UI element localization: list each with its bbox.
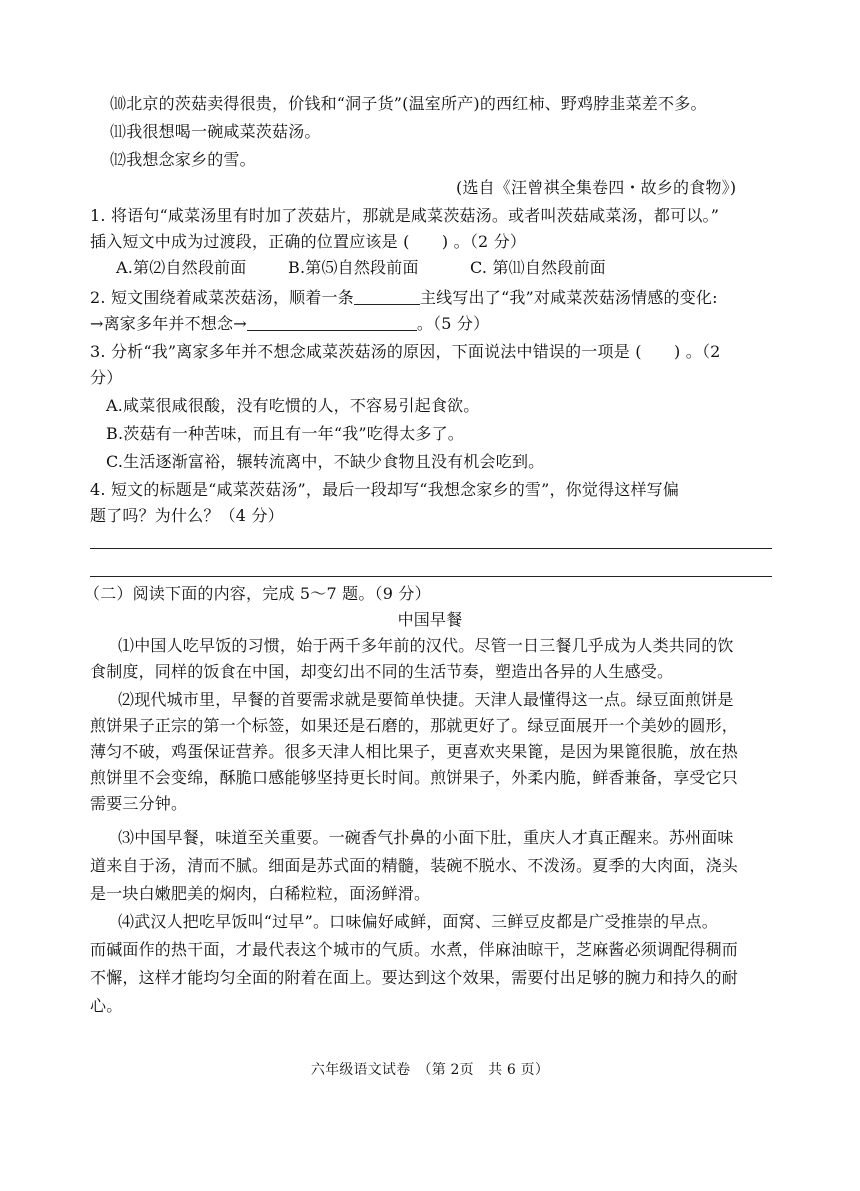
article-p4-line-2: 而碱面作的热干面，才最代表这个城市的气质。水煮，伴麻油晾干，芝麻酱必须调配得稠而: [90, 940, 739, 959]
question-4-text: 4. 短文的标题是“咸菜茨菇汤”，最后一段却写“我想念家乡的雪”，你觉得这样写偏: [90, 480, 680, 499]
article-p2-line-1: ⑵现代城市里，早餐的首要需求就是要简单快捷。天津人最懂得这一点。绿豆面煎饼是: [118, 690, 734, 709]
question-3-option-a: A.咸菜很咸很酸，没有吃惯的人，不容易引起食欲。: [106, 396, 480, 415]
question-3-text: 3. 分析“我”离家多年并不想念咸菜茨菇汤的原因，下面说法中错误的一项是 ( ) 。（2: [90, 342, 721, 361]
article-p2-line-3: 薄匀不破，鸡蛋保证营养。很多天津人相比果子，更喜欢夹果篦，是因为果篦很脆，放在热: [90, 742, 739, 761]
article-p1-line-2: 食制度，同样的饭食在中国，却变幻出不同的生活节奏，塑造出各异的人生感受。: [90, 662, 674, 681]
question-2-text-b: 主线写出了“我”对咸菜茨菇汤情感的变化:: [419, 288, 718, 307]
question-1-option-a: A.第⑵自然段前面: [116, 258, 247, 277]
article-p3-line-2: 道来自于汤，清而不腻。细面是苏式面的精髓，装碗不脱水、不泼汤。夏季的大肉面，浇头: [90, 856, 739, 875]
article-p2-line-4: 煎饼里不会变绵，酥脆口感能够坚持更长时间。煎饼果子，外柔内脆，鲜香兼备，享受它只: [90, 768, 739, 787]
article-p1-line-1: ⑴中国人吃早饭的习惯，始于两千多年前的汉代。尽管一日三餐几乎成为人类共同的饮: [118, 636, 734, 655]
question-1-text: 1. 将语句“咸菜汤里有时加了茨菇片，那就是咸菜茨菇汤。或者叫茨菇咸菜汤，都可以。”: [90, 206, 720, 225]
article-p4-line-3: 不懈，这样才能均匀全面的附着在面上。要达到这个效果，需要付出足够的腕力和持久的耐: [90, 968, 739, 987]
question-4-text-2: 题了吗？为什么？（4 分）: [90, 506, 284, 525]
page-footer: 六年级语文试卷 （第 2页 共 6 页）: [310, 1062, 550, 1078]
article-p4-line-1: ⑷武汉人把吃早饭叫“过早”。口味偏好咸鲜，面窝、三鲜豆皮都是广受推崇的早点。: [118, 912, 718, 931]
question-2-text-a: 2. 短文围绕着咸菜茨菇汤，顺着一条: [90, 288, 354, 307]
answer-blank-1[interactable]: [354, 288, 420, 305]
paragraph-11: ⑾我很想喝一碗咸菜茨菇汤。: [110, 122, 321, 141]
article-p3-line-3: 是一块白嫩肥美的焖肉，白稀粒粒，面汤鲜滑。: [90, 884, 431, 903]
passage-source: (选自《汪曾祺全集卷四・故乡的食物》): [456, 178, 737, 197]
answer-line-2[interactable]: [90, 576, 772, 577]
question-1-text-2: 插入短文中成为过渡段，正确的位置应该是 ( ) 。（2 分）: [90, 232, 527, 251]
article-p4-line-4: 心。: [90, 996, 123, 1015]
question-2-text-c: →离家多年并不想念→: [90, 314, 247, 333]
question-3-option-c: C.生活逐渐富裕，辗转流离中，不缺少食物且没有机会吃到。: [106, 452, 545, 471]
paragraph-12: ⑿我想念家乡的雪。: [110, 150, 256, 169]
question-3-option-b: B.茨菇有一种苦味，而且有一年“我”吃得太多了。: [106, 424, 465, 443]
question-1-option-b: B.第⑸自然段前面: [288, 258, 419, 277]
answer-line-1[interactable]: [90, 548, 772, 549]
article-p2-line-2: 煎饼果子正宗的第一个标签，如果还是石磨的，那就更好了。绿豆面展开一个美妙的圆形，: [90, 716, 739, 735]
article-p3-line-1: ⑶中国早餐，味道至关重要。一碗香气扑鼻的小面下肚，重庆人才真正醒来。苏州面味: [118, 828, 734, 847]
question-2-text-d: 。（5 分）: [416, 314, 490, 333]
article-title: 中国早餐: [397, 610, 463, 629]
paragraph-10: ⑽北京的茨菇卖得很贵，价钱和“洞子货”(温室所产)的西红柿、野鸡脖韭菜差不多。: [110, 94, 707, 113]
article-p2-line-5: 需要三分钟。: [90, 794, 188, 813]
question-1-option-c: C. 第⑾自然段前面: [470, 258, 606, 277]
section-2-heading: （二）阅读下面的内容，完成 5～7 题。（9 分）: [84, 584, 431, 603]
answer-blank-2[interactable]: [247, 314, 417, 331]
question-2-text-2: [90, 314, 489, 334]
question-3-text-2: 分）: [90, 368, 123, 387]
question-2-text: [90, 288, 718, 308]
